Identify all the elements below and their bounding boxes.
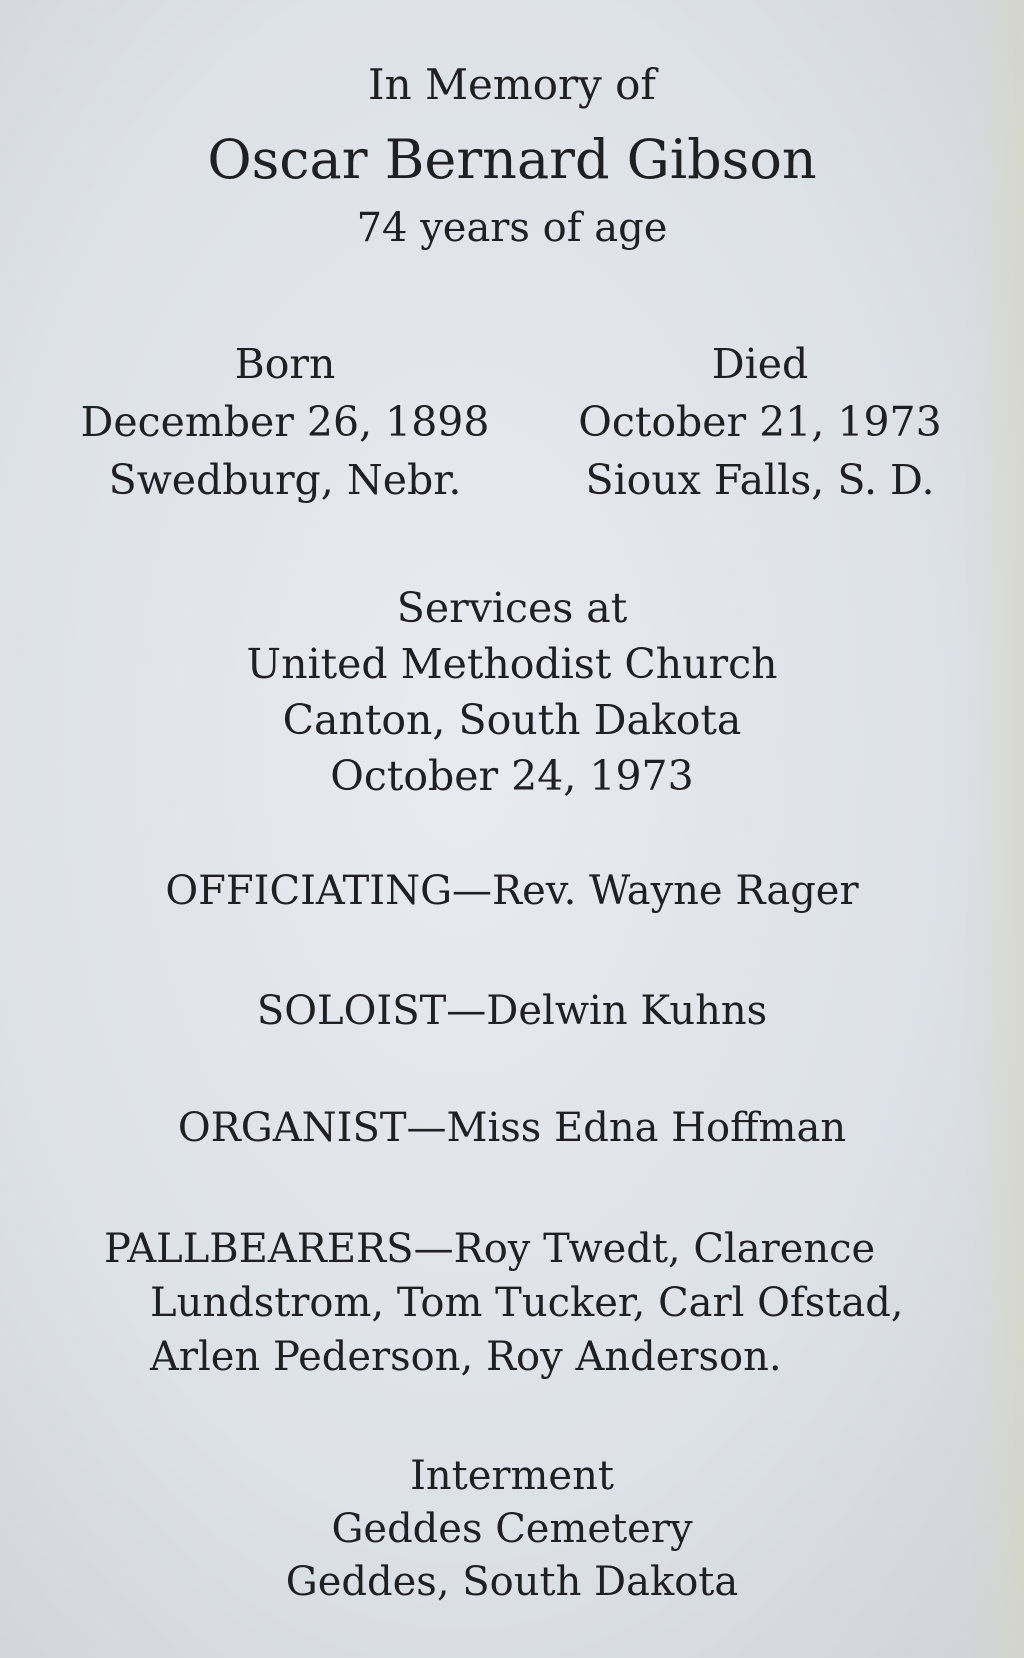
deceased-name: Oscar Bernard Gibson [207,128,817,191]
services-location: Canton, South Dakota [282,696,742,744]
interment-label: Interment [410,1453,614,1499]
died-column [550,335,970,509]
died-label: Died [711,340,809,388]
died-date: October 21, 1973 [578,398,942,446]
born-place: Swedburg, Nebr. [108,456,462,504]
pallbearers-block [104,1222,904,1384]
pallbearers-line: Lundstrom, Tom Tucker, Carl Ofstad, [150,1280,904,1326]
services-date: October 24, 1973 [330,752,694,800]
services-label: Services at [396,584,628,632]
pallbearers-line: Arlen Pederson, Roy Anderson. [150,1334,782,1380]
pallbearers-line: PALLBEARERS—Roy Twedt, Clarence [104,1226,876,1272]
organist-line: ORGANIST—Miss Edna Hoffman [177,1105,847,1151]
born-column [75,335,495,509]
interment-block [0,1450,1024,1609]
interment-location: Geddes, South Dakota [285,1559,739,1605]
age-line: 74 years of age [356,205,668,251]
died-place: Sioux Falls, S. D. [585,456,935,504]
soloist-line: SOLOIST—Delwin Kuhns [256,988,768,1034]
born-label: Born [234,340,336,388]
in-memory-heading: In Memory of [368,60,656,109]
officiating-line: OFFICIATING—Rev. Wayne Rager [165,868,859,914]
services-church: United Methodist Church [246,640,778,688]
services-block [0,580,1024,804]
born-date: December 26, 1898 [80,398,490,446]
interment-cemetery: Geddes Cemetery [331,1506,693,1552]
